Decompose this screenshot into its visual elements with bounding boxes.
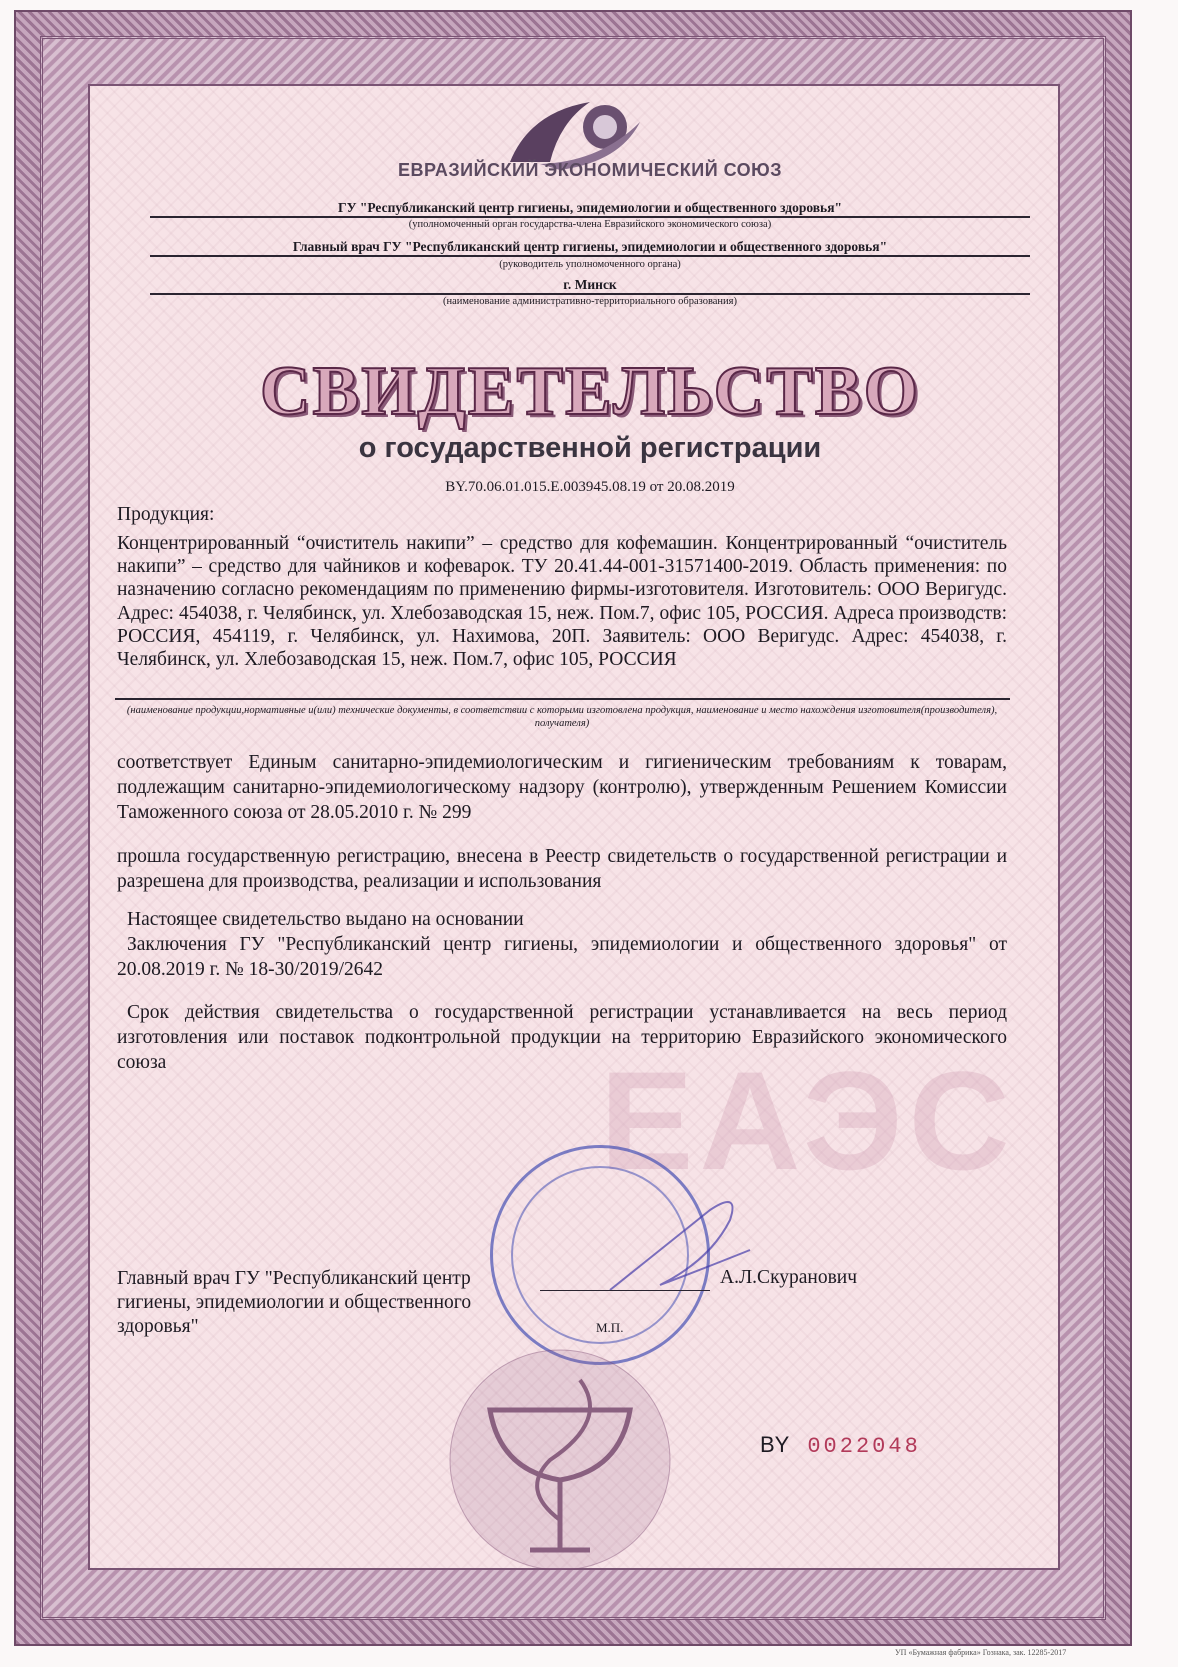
product-text: Концентрированный “очиститель накипи” – средство для кофемашин. Концентрированный “очиститель накипи” – средство для чайников и кофеварок. ТУ 20.41.44-001-31571400-2019. Область применения: по назначению согласно рекомендациям по применению фирмы-изготовителя. Изготовитель: ООО Веригудс. Адрес: 454038, г. Челябинск, ул. Хлебозаводская 15, неж. Пом.7, офис 105, РОССИЯ. Адреса производств: РОССИЯ, 454119, г. Челябинск, ул. Нахимова, 20П. Заявитель: ООО Веригудс. Адрес: 454038, г. Челябинск, ул. Хлебозаводская 15, неж. Пом.7, офис 105, РОССИЯ bbox=[117, 533, 1007, 671]
city: г. Минск bbox=[563, 277, 617, 292]
seal-place: М.П. bbox=[596, 1320, 624, 1335]
certificate-title: СВИДЕТЕЛЬСТВО bbox=[259, 353, 921, 430]
registration-number: BY.70.06.01.015.E.003945.08.19 от 20.08.2019 bbox=[445, 479, 735, 495]
certificate-subtitle: о государственной регистрации bbox=[358, 432, 822, 464]
signatory-name: А.Л.Скуранович bbox=[720, 1267, 858, 1288]
watermark: ЕАЭС bbox=[600, 1042, 1016, 1199]
basis-intro: Настоящее свидетельство выдано на основании bbox=[127, 909, 524, 930]
product-caption: (наименование продукции,нормативные и(или) технические документы, в соответствии с которыми изготовлена продукция, наименование и место нахождения изготовителя(производителя), получателя) bbox=[126, 705, 998, 729]
signature-icon bbox=[600, 1190, 760, 1310]
conformity-text: соответствует Единым санитарно-эпидемиологическим и гигиеническим требованиям к товарам, подлежащим санитарно-эпидемиологическому надзору (контролю), утвержденным Решением Комиссии Таможенного союза от 28.05.2010 г. № 299 bbox=[117, 752, 1007, 823]
head-title: Главный врач ГУ "Республиканский центр гигиены, эпидемиологии и общественного здоровья" bbox=[292, 239, 888, 254]
serial-number bbox=[760, 1432, 921, 1459]
medical-emblem-icon bbox=[430, 1340, 690, 1570]
serial-digits: 0022048 bbox=[807, 1434, 921, 1459]
divider bbox=[150, 216, 1030, 218]
union-name: ЕВРАЗИЙСКИЙ ЭКОНОМИЧЕСКИЙ СОЮЗ bbox=[397, 160, 783, 180]
basis-text: Заключения ГУ "Республиканский центр гигиены, эпидемиологии и общественного здоровья" от 20.08.2019 г. № 18-30/2019/2642 bbox=[117, 934, 1007, 980]
signature-line bbox=[540, 1290, 710, 1291]
divider bbox=[150, 255, 1030, 257]
city-caption: (наименование административно-территориального образования) bbox=[442, 296, 737, 307]
validity-text: Срок действия свидетельства о государственной регистрации устанавливается на весь период изготовления или поставок подконтрольной продукции на территорию Евразийского экономического союза bbox=[117, 1002, 1007, 1073]
head-caption: (руководитель уполномоченного органа) bbox=[499, 259, 681, 270]
authority-name: ГУ "Республиканский центр гигиены, эпидемиологии и общественного здоровья" bbox=[337, 200, 842, 215]
divider bbox=[115, 698, 1010, 700]
serial-prefix: BY bbox=[760, 1432, 790, 1457]
printer-imprint: УП «Бумажная фабрика» Гознака, зак. 12285-2017 bbox=[895, 1648, 1067, 1657]
divider bbox=[150, 293, 1030, 295]
signatory-position: Главный врач ГУ "Республиканский центр гигиены, эпидемиологии и общественного здоровья" bbox=[117, 1268, 472, 1337]
authority-caption: (уполномоченный орган государства-члена Евразийского экономического союза) bbox=[408, 219, 772, 230]
registration-text: прошла государственную регистрацию, внесена в Реестр свидетельств о государственной регистрации и разрешена для производства, реализации и использования bbox=[117, 846, 1007, 892]
product-label: Продукция: bbox=[117, 504, 215, 525]
